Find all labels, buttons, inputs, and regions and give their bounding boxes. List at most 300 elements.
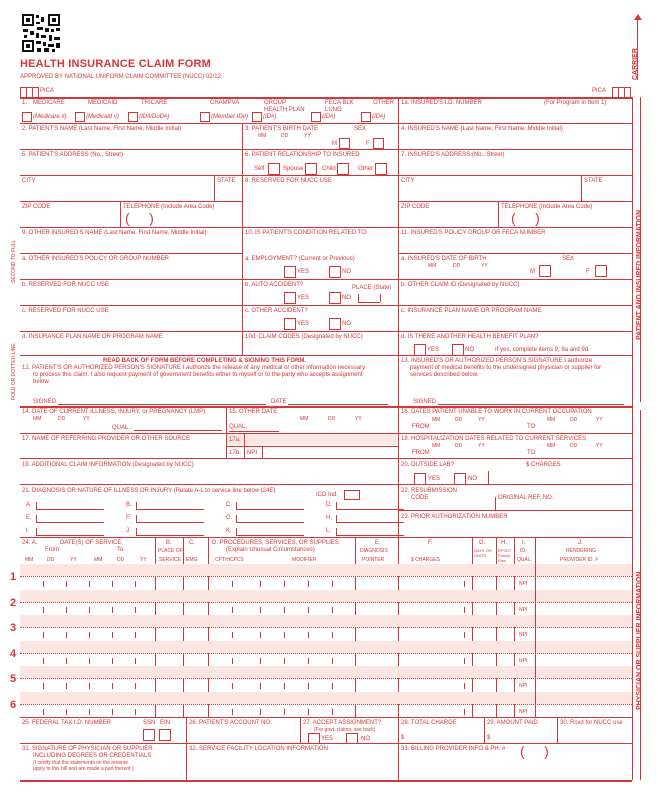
- medicare-sub: (Medicare #): [33, 114, 67, 120]
- champva-sub: (Member ID#): [211, 114, 249, 120]
- box28-label: 28. TOTAL CHARGE: [401, 720, 457, 726]
- box11a-f-checkbox[interactable]: [595, 265, 607, 277]
- diagnosis-field-tick: [336, 528, 337, 535]
- service-line-tick: [89, 709, 90, 715]
- box11d-no-checkbox[interactable]: [452, 344, 464, 356]
- tricare-sub: (ID#/DoD#): [139, 114, 170, 120]
- box15-yy: YY: [355, 416, 362, 422]
- diagnosis-letter: C.: [226, 502, 232, 508]
- row-line-14: [398, 510, 632, 511]
- box21-icd-field[interactable]: [344, 490, 360, 500]
- service-line-mid: [20, 627, 632, 628]
- box14-qual: QUAL.: [112, 425, 131, 431]
- box10-label: 10. IS PATIENT'S CONDITION RELATED TO:: [245, 230, 368, 236]
- box11a-f: F: [586, 269, 590, 275]
- box10b-state-tick-r: [380, 294, 381, 302]
- box11d-yes-checkbox[interactable]: [414, 344, 426, 356]
- box5-zip: ZIP CODE: [22, 204, 51, 210]
- service-line-col-divider: [535, 576, 536, 590]
- diagnosis-letter: F.: [126, 515, 131, 521]
- box20-yes-checkbox[interactable]: [414, 473, 426, 485]
- box10c-no: NO: [342, 321, 351, 327]
- service-line-tick: [464, 658, 465, 664]
- box24a: 24. A.: [22, 540, 38, 546]
- service-line-tick: [66, 683, 67, 689]
- box20-yes: YES: [428, 476, 441, 482]
- service-line-tick: [284, 607, 285, 613]
- box24-mm1: MM: [25, 557, 34, 563]
- service-line-tick: [332, 683, 333, 689]
- box16-yy1: YY: [478, 417, 485, 423]
- box7-phone: TELEPHONE (Include Area Code): [501, 204, 593, 210]
- rel-other-checkbox[interactable]: [375, 163, 387, 175]
- box18-yy2: YY: [596, 443, 603, 449]
- box11a-dd: DD: [453, 263, 461, 269]
- service-line-tick: [464, 607, 465, 613]
- box10b-yes-checkbox[interactable]: [284, 292, 296, 304]
- service-line-col-divider: [398, 602, 399, 616]
- diagnosis-field[interactable]: [136, 535, 204, 536]
- box24g: G.: [479, 540, 486, 546]
- service-line-npi-divider: [535, 564, 536, 576]
- service-line-tick: [135, 581, 136, 587]
- box11-label: 11. INSURED'S POLICY GROUP OR FECA NUMBER: [401, 230, 546, 236]
- service-line-col-divider: [514, 602, 515, 616]
- box11d-ifyes: If yes, complete items 9, 9a and 9d.: [495, 347, 590, 353]
- diagnosis-field-tick: [236, 502, 237, 509]
- medicaid-checkbox[interactable]: [75, 112, 85, 122]
- rel-other-label: Other: [358, 166, 374, 172]
- diagnosis-field[interactable]: [336, 509, 404, 510]
- service-line-col-divider: [183, 653, 184, 667]
- box5-label: 5. PATIENT'S ADDRESS (No., Street): [22, 152, 123, 158]
- service-line-col-divider: [183, 602, 184, 616]
- box14-yy: YY: [83, 416, 90, 422]
- box24b-service: SERVICE: [159, 557, 181, 563]
- box10c-label: c. OTHER ACCIDENT?: [245, 308, 308, 314]
- service-line-col-divider: [472, 627, 473, 641]
- box5-city: CITY: [22, 178, 36, 184]
- box12-line1: 12. PATIENT'S OR AUTHORIZED PERSON'S SIGNATURE I authorize the release of any medical or other information necessary: [22, 365, 366, 371]
- service-line-shaded[interactable]: [20, 590, 632, 602]
- service-line-mid: [20, 678, 632, 679]
- service-line-col-divider: [514, 576, 515, 590]
- box33-phone-parens: ( ): [520, 743, 549, 759]
- col-line-7: [398, 717, 399, 780]
- tricare-label: TRICARE: [141, 100, 168, 106]
- service-line-col-divider: [208, 627, 209, 641]
- service-line-tick: [308, 658, 309, 664]
- mid-border: [20, 406, 632, 408]
- service-line-col-divider: [355, 602, 356, 616]
- service-line-shaded[interactable]: [20, 692, 632, 704]
- box24-mm2: MM: [94, 557, 103, 563]
- service-line-number: 4: [10, 647, 17, 660]
- service-line-shaded[interactable]: [20, 615, 632, 627]
- service-line-col-divider: [398, 627, 399, 641]
- diagnosis-field[interactable]: [36, 535, 104, 536]
- service-line-shaded[interactable]: [20, 564, 632, 576]
- service-line-tick: [43, 709, 44, 715]
- service-line-col-divider: [398, 653, 399, 667]
- carrier-label: CARRIER: [632, 48, 639, 80]
- box24f: F.: [428, 540, 433, 546]
- service-line-tick: [308, 581, 309, 587]
- service-line-col-divider: [514, 704, 515, 718]
- box16-to: TO: [527, 424, 536, 430]
- box24-dates: DATE(S) OF SERVICE: [60, 540, 122, 546]
- pica-label-left: PICA: [40, 88, 55, 94]
- diagnosis-field-tick: [136, 502, 137, 509]
- other-checkbox[interactable]: [361, 112, 371, 122]
- box24e-pointer: POINTER: [362, 557, 385, 563]
- feca-label: FECA BLK LUNG: [325, 100, 354, 113]
- box9c-label: c. RESERVED FOR NUCC USE: [22, 308, 109, 314]
- diagnosis-field[interactable]: [336, 522, 404, 523]
- box24g-days: DAYS OR UNITS: [474, 548, 492, 558]
- medicaid-label: MEDICAID: [88, 100, 118, 106]
- medicare-checkbox[interactable]: [22, 112, 32, 122]
- service-line-col-divider: [398, 678, 399, 692]
- service-line-col-divider: [398, 704, 399, 718]
- service-line-tick: [232, 658, 233, 664]
- service-line-tick: [260, 632, 261, 638]
- box22-divider: [495, 497, 496, 510]
- service-line-tick: [284, 709, 285, 715]
- diagnosis-field[interactable]: [136, 509, 204, 510]
- box15-qual: QUAL.: [229, 424, 248, 430]
- box11a-m-checkbox[interactable]: [539, 265, 551, 277]
- top-border: [20, 97, 632, 99]
- service-line-tick: [260, 709, 261, 715]
- box10c-no-checkbox[interactable]: [329, 318, 341, 330]
- box16-yy2: YY: [596, 417, 603, 423]
- spouse-checkbox[interactable]: [305, 163, 317, 175]
- box20-no-checkbox[interactable]: [454, 473, 466, 485]
- box3-m-checkbox[interactable]: [339, 138, 350, 149]
- service-line-npi: NPI: [519, 708, 528, 715]
- box7-state-divider: [581, 175, 582, 201]
- box12-line3: below.: [33, 379, 51, 385]
- box15-mm: MM: [300, 416, 309, 422]
- diagnosis-field[interactable]: [336, 535, 404, 536]
- row-line-6b: [398, 253, 632, 254]
- box17a-shade: [227, 434, 397, 445]
- box3-f-checkbox[interactable]: [373, 138, 384, 149]
- box17-mid-line: [226, 446, 398, 447]
- box24j-rendering: RENDERING: [566, 548, 597, 554]
- pica-label-right: PICA: [592, 88, 607, 94]
- service-line-col-divider: [355, 576, 356, 590]
- service-line-tick: [112, 581, 113, 587]
- service-line-tick: [284, 658, 285, 664]
- service-line-tick: [260, 607, 261, 613]
- box22-code: CODE: [411, 495, 429, 501]
- service-line-col-divider: [496, 627, 497, 641]
- box18-to: TO: [527, 450, 536, 456]
- service-line-tick: [89, 658, 90, 664]
- box10a-no-checkbox[interactable]: [329, 266, 341, 278]
- box11d-label: d. IS THERE ANOTHER HEALTH BENEFIT PLAN?: [401, 334, 539, 340]
- box6-label: 6. PATIENT RELATIONSHIP TO INSURED: [245, 152, 360, 158]
- box13-signature-line[interactable]: [438, 404, 624, 405]
- champva-checkbox[interactable]: [200, 112, 210, 122]
- box29-dollar: $: [487, 735, 491, 741]
- service-line-tick: [260, 683, 261, 689]
- box24-dd1: DD: [47, 557, 55, 563]
- box13-line2: payment of medical benefits to the undersigned physician or supplier for: [410, 365, 602, 371]
- service-line-mid: [20, 653, 632, 654]
- box10a-yes-checkbox[interactable]: [284, 266, 296, 278]
- service-line-col-divider: [208, 653, 209, 667]
- service-line-tick: [135, 632, 136, 638]
- box24e: E.: [375, 540, 381, 546]
- box26-label: 26. PATIENT'S ACCOUNT NO.: [189, 720, 272, 726]
- box11a-m: M: [530, 269, 535, 275]
- box5-state: STATE: [217, 178, 236, 184]
- box13-signed: SIGNED: [413, 399, 437, 405]
- box14-label: 14. DATE OF CURRENT ILLNESS, INJURY, or PREGNANCY (LMP): [22, 409, 206, 415]
- box12-date-line[interactable]: [288, 404, 388, 405]
- service-line-tick: [284, 581, 285, 587]
- hdr-div-7: [496, 537, 497, 564]
- box14-mm: MM: [33, 416, 42, 422]
- service-line-col-divider: [183, 627, 184, 641]
- box24j: J.: [578, 540, 583, 546]
- feca-checkbox[interactable]: [311, 112, 321, 122]
- box7-state: STATE: [584, 178, 603, 184]
- child-checkbox[interactable]: [337, 163, 349, 175]
- col-line-1: [242, 123, 243, 355]
- diagnosis-field-tick: [136, 515, 137, 522]
- group-sub: (ID#): [263, 114, 277, 120]
- box31-line1: 31. SIGNATURE OF PHYSICIAN OR SUPPLIER: [22, 746, 153, 752]
- service-line-tick: [112, 607, 113, 613]
- box23-label: 23. PRIOR AUTHORIZATION NUMBER: [401, 514, 508, 520]
- box10a-no: NO: [342, 269, 351, 275]
- row-line-7: [20, 279, 632, 280]
- group-checkbox[interactable]: [252, 112, 262, 122]
- service-line-col-divider: [155, 627, 156, 641]
- box18-yy1: YY: [478, 443, 485, 449]
- box15-qual-line[interactable]: [229, 431, 279, 432]
- service-line-col-divider: [398, 576, 399, 590]
- service-line-number: 1: [10, 571, 17, 583]
- service-line-tick: [232, 581, 233, 587]
- box25-ein-checkbox[interactable]: [159, 729, 171, 741]
- service-line-tick: [308, 632, 309, 638]
- service-line-col-divider: [155, 602, 156, 616]
- box27-label: 27. ACCEPT ASSIGNMENT?: [303, 720, 382, 726]
- box21-label: 21. DIAGNOSIS OR NATURE OF ILLNESS OR INJURY (Relate A-L to service line below (24E): [22, 488, 276, 494]
- box14-qual-line[interactable]: [134, 430, 222, 431]
- box33-label: 33. BILLING PROVIDER INFO & PH. #: [401, 746, 506, 752]
- service-line-shaded[interactable]: [20, 641, 632, 653]
- approved-text: APPROVED BY NATIONAL UNIFORM CLAIM COMMITTEE (NUCC) 02/12: [20, 74, 221, 80]
- service-line-col-divider: [208, 678, 209, 692]
- service-line-tick: [43, 658, 44, 664]
- row-line-10: [20, 355, 632, 356]
- box16-mm2: MM: [547, 417, 556, 423]
- service-line-col-divider: [472, 602, 473, 616]
- box24d-modifier: MODIFIER: [292, 557, 317, 563]
- service-line-tick: [308, 607, 309, 613]
- box17b-npi: NPI: [247, 450, 258, 456]
- box11a-label: a. INSURED'S DATE OF BIRTH: [401, 256, 487, 262]
- diagnosis-field-tick: [136, 528, 137, 535]
- service-line-number: 2: [10, 596, 17, 609]
- box11a-mm: MM: [428, 263, 437, 269]
- box27-no-checkbox[interactable]: [346, 733, 358, 744]
- box5-zip-divider: [120, 201, 121, 227]
- box15-label: 15. OTHER DATE: [229, 409, 278, 415]
- box24b-place: PLACE OF: [158, 548, 183, 554]
- box3-f: F: [366, 141, 370, 147]
- service-line-col-divider: [183, 678, 184, 692]
- box11a-yy: YY: [481, 263, 488, 269]
- box24d: D. PROCEDURES, SERVICES, OR SUPPLIES: [212, 540, 339, 546]
- box24-yy1: YY: [70, 557, 77, 563]
- box12-signature-line[interactable]: [58, 404, 266, 405]
- box1a-label: 1a. INSURED'S I.D. NUMBER: [401, 100, 482, 106]
- service-line-tick: [66, 581, 67, 587]
- service-line-col-divider: [496, 576, 497, 590]
- service-line-col-divider: [472, 704, 473, 718]
- box28-dollar: $: [401, 735, 405, 741]
- service-line-col-divider: [208, 576, 209, 590]
- diagnosis-field[interactable]: [36, 522, 104, 523]
- box24j-provider: PROVIDER ID. #: [560, 557, 599, 563]
- box24h: H.: [501, 540, 507, 546]
- service-line-tick: [464, 709, 465, 715]
- box21-icd: ICD Ind.: [316, 492, 339, 498]
- group-label: GROUP HEALTH PLAN: [264, 100, 305, 113]
- box27-yes-checkbox[interactable]: [308, 733, 320, 744]
- box24i-id: ID.: [520, 548, 527, 554]
- hdr-div-1: [155, 537, 156, 564]
- row-line-3: [20, 175, 632, 176]
- diagnosis-field-tick: [36, 502, 37, 509]
- box24-to: To: [117, 547, 124, 553]
- box1-label: 1.: [22, 100, 28, 106]
- service-line-tick: [232, 683, 233, 689]
- row-line-6a: [20, 253, 242, 254]
- box14-dd: DD: [58, 416, 66, 422]
- box24-yy2: YY: [140, 557, 147, 563]
- box25-ssn-checkbox[interactable]: [143, 729, 155, 741]
- service-line-tick: [135, 709, 136, 715]
- box9d-label: d. INSURANCE PLAN NAME OR PROGRAM NAME: [22, 334, 163, 340]
- box31-line3: (I certify that the statements on the reverse: [33, 760, 129, 766]
- service-line-tick: [332, 607, 333, 613]
- bottom-border: [20, 780, 632, 782]
- service-line-col-divider: [535, 704, 536, 718]
- service-line-shaded[interactable]: [20, 666, 632, 678]
- service-line-tick: [464, 581, 465, 587]
- service-line-tick: [66, 632, 67, 638]
- service-line-tick: [232, 709, 233, 715]
- box24f-charges: $ CHARGES: [411, 557, 440, 563]
- col-line-8: [484, 717, 485, 743]
- box10c-yes: YES: [297, 321, 310, 327]
- hdr-div-2: [183, 537, 184, 564]
- diagnosis-field[interactable]: [36, 509, 104, 510]
- medicare-label: MEDICARE: [33, 100, 65, 106]
- service-line-tick: [112, 683, 113, 689]
- diagnosis-field-tick: [36, 528, 37, 535]
- physician-side-label: PHYSICIAN OR SUPPLIER INFORMATION: [636, 571, 643, 710]
- box17-label: 17. NAME OF REFERRING PROVIDER OR OTHER SOURCE: [22, 436, 191, 442]
- col-line-6: [300, 717, 301, 743]
- row-line-4b: [398, 201, 632, 202]
- box25-label: 25. FEDERAL TAX I.D. NUMBER: [22, 720, 111, 726]
- box27-no: NO: [361, 736, 370, 742]
- box20-no: NO: [468, 476, 477, 482]
- service-line-col-divider: [155, 653, 156, 667]
- diagnosis-letter: K.: [226, 528, 232, 534]
- service-line-tick: [232, 632, 233, 638]
- box3-dd: DD: [281, 133, 289, 139]
- service-line-tick: [112, 658, 113, 664]
- diagnosis-letter: H.: [326, 515, 332, 521]
- self-checkbox[interactable]: [268, 163, 280, 175]
- service-line-tick: [112, 632, 113, 638]
- tricare-checkbox[interactable]: [128, 112, 138, 122]
- row-line-2: [20, 149, 632, 150]
- service-line-col-divider: [496, 678, 497, 692]
- service-line-tick: [332, 632, 333, 638]
- box24h-epsdt: EPSDT Family Plan: [498, 548, 512, 563]
- box12-date: DATE: [271, 399, 287, 405]
- service-line-col-divider: [155, 678, 156, 692]
- row-line-13: [20, 484, 632, 485]
- diagnosis-field[interactable]: [236, 509, 304, 510]
- service-line-col-divider: [472, 576, 473, 590]
- diagnosis-field-tick: [236, 528, 237, 535]
- service-line-tick: [332, 709, 333, 715]
- row-line-12: [20, 458, 632, 459]
- box13-line1: 13. INSURED'S OR AUTHORIZED PERSON'S SIGNATURE I authorize: [401, 358, 593, 364]
- diagnosis-field[interactable]: [236, 522, 304, 523]
- service-line-tick: [308, 683, 309, 689]
- box12-signed: SIGNED: [33, 399, 57, 405]
- diagnosis-field[interactable]: [236, 535, 304, 536]
- box24c-emg: EMG: [186, 557, 198, 563]
- box3-m: M: [332, 141, 337, 147]
- box7-zip-divider: [498, 201, 499, 227]
- box4-label: 4. INSURED'S NAME (Last Name, First Name, Middle Initial): [401, 126, 563, 132]
- box5-phone: TELEPHONE (Include Area Code): [123, 204, 215, 210]
- diagnosis-field-tick: [336, 502, 337, 509]
- service-line-tick: [89, 632, 90, 638]
- service-line-tick: [260, 581, 261, 587]
- left-margin-text-1: SECOND TO FULL: [11, 239, 17, 283]
- diagnosis-field-tick: [236, 515, 237, 522]
- box10b-state-tick-l: [358, 294, 359, 302]
- box10b-no-checkbox[interactable]: [329, 292, 341, 304]
- patient-insured-side-label: PATIENT AND INSURED INFORMATION: [636, 209, 643, 340]
- box25-ssn: SSN: [143, 720, 156, 726]
- arrow-up-icon: [634, 14, 642, 20]
- service-line-npi: NPI: [519, 606, 528, 613]
- diagnosis-field[interactable]: [136, 522, 204, 523]
- col-line-3: [226, 406, 227, 458]
- service-line-col-divider: [355, 653, 356, 667]
- box10c-yes-checkbox[interactable]: [284, 318, 296, 330]
- service-line-col-divider: [514, 678, 515, 692]
- box24-from: From: [45, 547, 59, 553]
- box2-label: 2. PATIENT'S NAME (Last Name, First Name, Middle Initial): [22, 126, 182, 132]
